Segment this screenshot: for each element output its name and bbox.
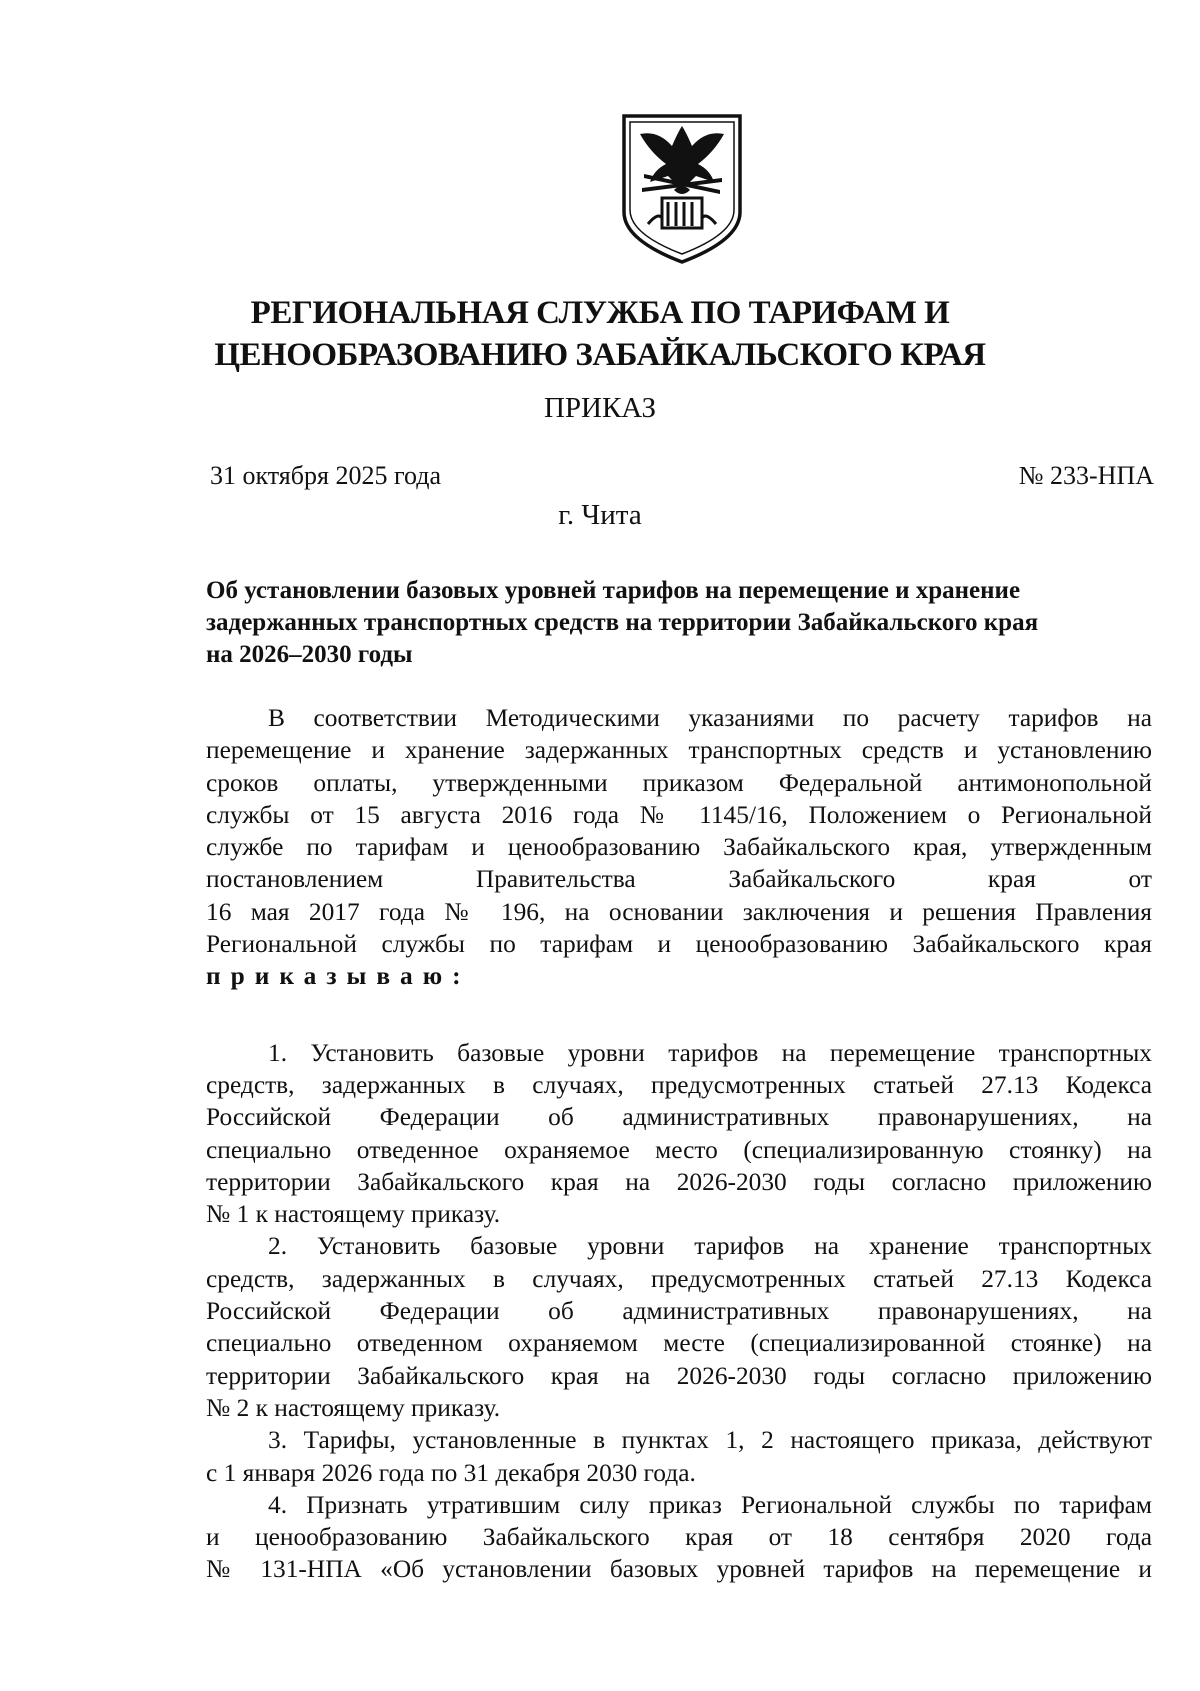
paragraph-spacer	[206, 993, 1152, 1037]
paragraph-line: № 2 к настоящему приказу.	[206, 1393, 501, 1422]
organization-title-line1: РЕГИОНАЛЬНАЯ СЛУЖБА ПО ТАРИФАМ И	[250, 295, 950, 331]
paragraph-line: постановлением Правительства Забайкальского края от	[206, 865, 1152, 894]
paragraph-line: 1. Установить базовые уровни тарифов на перемещение транспортных	[268, 1038, 1152, 1067]
document-subject	[206, 575, 1152, 671]
paragraph-line: с 1 января 2026 года по 31 декабря 2030 года.	[206, 1458, 696, 1487]
paragraph-line: № 1 к настоящему приказу.	[206, 1200, 501, 1229]
paragraph-line: службы от 15 августа 2016 года № 1145/16, Положением о Региональной	[206, 800, 1152, 829]
paragraph-line: средств, задержанных в случаях, предусмотренных статьей 27.13 Кодекса	[206, 1070, 1152, 1099]
eagle-shield-icon	[618, 112, 746, 268]
paragraph-line: территории Забайкальского края на 2026-2030 годы согласно приложению	[206, 1361, 1152, 1390]
paragraph-line: сроков оплаты, утвержденными приказом Федеральной антимонопольной	[206, 768, 1152, 797]
organization-title-line2: ЦЕНООБРАЗОВАНИЮ ЗАБАЙКАЛЬСКОГО КРАЯ	[214, 337, 986, 373]
document-number: № 233-НПА	[1018, 461, 1154, 490]
paragraph-line: 4. Признать утратившим силу приказ Региональной службы по тарифам	[268, 1490, 1152, 1519]
paragraph-line: и ценообразованию Забайкальского края от 18 сентября 2020 года	[206, 1523, 1152, 1552]
document-date: 31 октября 2025 года	[210, 461, 441, 490]
paragraph-line: 3. Тарифы, установленные в пунктах 1, 2 настоящего приказа, действуют	[268, 1426, 1152, 1455]
paragraph-line: Российской Федерации об административных правонарушениях, на	[206, 1297, 1152, 1326]
paragraph-line: В соответствии Методическими указаниями по расчету тарифов на	[268, 704, 1152, 732]
item-4-paragraph	[206, 1489, 1152, 1586]
paragraph-line: перемещение и хранение задержанных транспортных средств и установлению	[206, 736, 1152, 765]
item-2-paragraph	[206, 1230, 1152, 1424]
organization-title	[0, 292, 1200, 376]
preamble-paragraph	[206, 702, 1152, 993]
paragraph-line: территории Забайкальского края на 2026-2030 годы согласно приложению	[206, 1167, 1152, 1196]
paragraph-line: Российской Федерации об административных правонарушениях, на	[206, 1103, 1152, 1132]
subject-line: задержанных транспортных средств на территории Забайкальского края	[206, 609, 1039, 636]
item-3-paragraph	[206, 1424, 1152, 1489]
paragraph-line: службе по тарифам и ценообразованию Забайкальского края, утвержденным	[206, 833, 1152, 862]
paragraph-line: № 131-НПА «Об установлении базовых уровней тарифов на перемещение и	[206, 1555, 1152, 1584]
paragraph-line: средств, задержанных в случаях, предусмотренных статьей 27.13 Кодекса	[206, 1264, 1152, 1293]
document-city: г. Чита	[558, 499, 642, 531]
coat-of-arms-emblem	[618, 112, 746, 268]
paragraph-line: специально отведенное охраняемое место (специализированную стоянку) на	[206, 1135, 1152, 1164]
paragraph-line: Региональной службы по тарифам и ценообразованию Забайкальского края	[206, 930, 1152, 959]
decree-word: приказываю:	[206, 962, 471, 991]
paragraph-line: 2. Установить базовые уровни тарифов на хранение транспортных	[268, 1232, 1152, 1261]
paragraph-line: специально отведенном охраняемом месте (специализированной стоянке) на	[206, 1329, 1152, 1358]
paragraph-line: 16 мая 2017 года № 196, на основании заключения и решения Правления	[206, 897, 1152, 926]
subject-line: Об установлении базовых уровней тарифов на перемещение и хранение	[206, 577, 1021, 604]
document-type: ПРИКАЗ	[543, 392, 657, 424]
document-body	[206, 702, 1152, 1586]
item-1-paragraph	[206, 1037, 1152, 1231]
subject-line: на 2026–2030 годы	[206, 641, 413, 668]
